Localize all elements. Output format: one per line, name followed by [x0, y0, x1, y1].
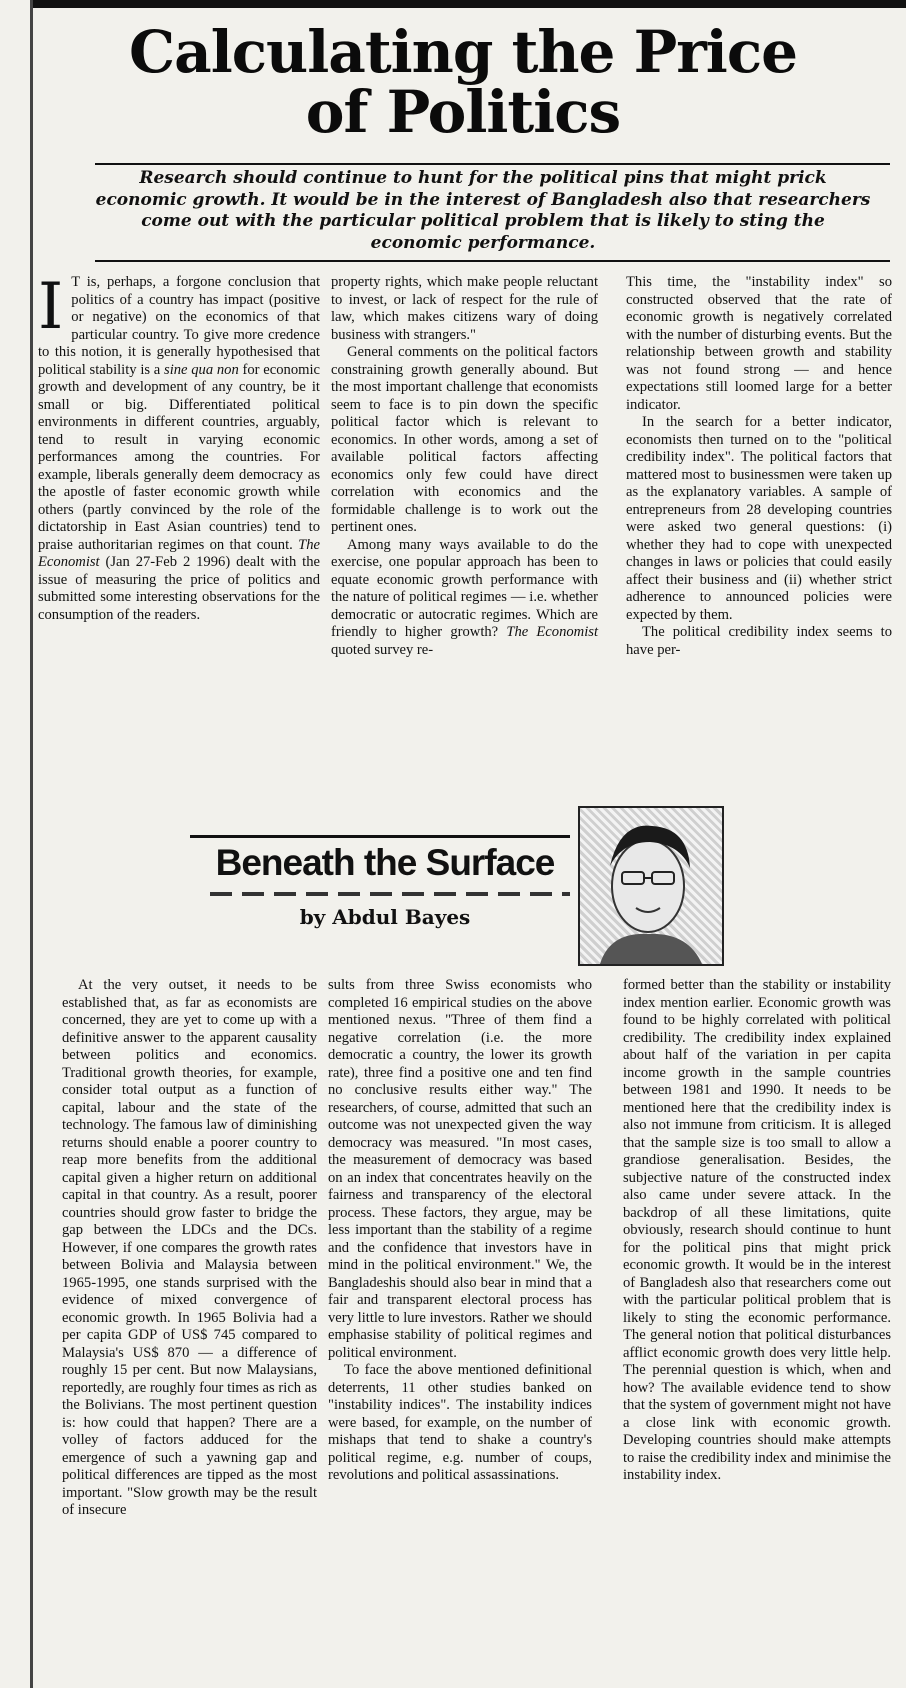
byline: by Abdul Bayes: [299, 905, 471, 929]
paragraph: The political credibility index seems to have per-: [626, 624, 892, 658]
paragraph: In the search for a better indicator, economists then turned on to the "political credibility index". The political factors that mattered most to businessmen were taken up as the explanatory variables. A sample of entrepreneurs from 28 developing countries were asked two general questions: (i) whether they had to cope with unexpected changes in laws or policies that could easily affect their business and (ii) whether strict adherence to announced policies were expected by them.: [626, 414, 892, 623]
banner-dashes: [210, 892, 570, 896]
column-title: Beneath the Surface: [215, 842, 555, 883]
headline: [40, 18, 886, 146]
headline-line-1: Calculating the Price: [128, 18, 798, 86]
top-column-3: [626, 274, 892, 659]
top-column-2: [331, 274, 598, 659]
lead-paragraph: I T is, perhaps, a forgone conclusion that politics of a country has impact (positive or negative) on the economics of that particular country. To give more credence to this notion, it is generally hypothesised that political stability is a sine qua non for economic growth and development of any country, be it small or big. Differentiated political environments in different countries, arguably, tend to result in varying economic performances among the countries. For example, liberals generally deem democracy as the apostle of faster economic growth while others (partly convinced by the role of the dictatorship in East Asian countries) tend to praise authoritarian regimes on that count. The Economist (Jan 27-Feb 2 1996) dealt with the issue of measuring the price of politics and submitted some interesting observations for the consumption of the readers.: [38, 270, 320, 623]
headline-line-2: of Politics: [305, 78, 621, 146]
paragraph: formed better than the stability or instability index mention earlier. Economic growth was found to be highly correlated with political credibility. The credibility index explained about half of the variation in per capita income growth in the sample countries between 1981 and 1990. It needs to be mentioned here that the credibility index is also not immune from criticism. It is alleged that the sample size is too small to allow a grandiose generalisation. Besides, the subjective nature of the constructed index also came under severe attack. In the backdrop of all these limitations, quite obviously, research should continue to hunt for the political pins that might prick economic growth. It would be in the interest of Bangladesh also that researchers come out with the particular political problem that is likely to sting the economic performance. The general notion that political disturbances afflict economic growth does very little help. The perennial question is which, when and how? The available evidence tend to show that the system of government might not have a close link with economic growth. Developing countries should make attempts to raise the credibility index and minimise the instability index.: [623, 977, 891, 1483]
paragraph: property rights, which make people reluctant to invest, or lack of respect for the rule of law, which makes citizens wary of doing business with strangers.": [331, 274, 598, 343]
top-column-1: [38, 270, 320, 624]
paragraph: sults from three Swiss economists who completed 16 empirical studies on the above mentioned nexus. "Three of them find a negative correlation (i.e. the more democratic a country, the lower its growth rate), three find a positive one and ten find no conclusive results either way." The researchers, of course, admitted that such an outcome was not unexpected given the way democracy was measured. "In most cases, the measurement of democracy was based on an index that concentrates heavily on the fairness and transparency of the electoral process. These factors, they argue, may be less important than the stability of a regime and the confidence that investors have in mind in the political environment." We, the Bangladeshis should also bear in mind that a fair and transparent electoral process has very little to lure investors. Rather we should emphasise stability of political regimes and political environment.: [328, 977, 592, 1361]
portrait-illustration: [580, 808, 722, 964]
paragraph: To face the above mentioned definitional deterrents, 11 other studies banked on "instability indices". The instability indices were based, for example, on the number of mishaps that tend to shake a country's political regime, e.g. number of coups, revolutions and political assassinations.: [328, 1362, 592, 1483]
banner-top-rule: [190, 835, 570, 838]
paragraph: This time, the "instability index" so constructed observed that the rate of economic growth is negatively correlated with the number of disturbing events. But the relationship between growth and stability was not found strong — and hence expectations still loomed large for a better indicator.: [626, 274, 892, 413]
paragraph: At the very outset, it needs to be established that, as far as economists are concerned, they are yet to come up with a definitive answer to the apparent causality between politics and economics. Traditional growth theories, for example, consider total output as a function of capital, labour and the state of the technology. The famous law of diminishing returns should enable a poorer country to reap more benefits from the additional capital given a higher return on additional capital in that country. As a result, poorer countries should grow faster to bridge the gap between the LDCs and the DCs. However, if one compares the growth rates between Bolivia and Malaysia between 1965-1995, one stands surprised with the evidence of mixed convergence of economic growth. In 1965 Bolivia had a per capita GDP of US$ 745 compared to Malaysia's US$ 870 — a difference of roughly 15 per cent. But now Malaysians, reportedly, are roughly four times as rich as the Bolivians. The most pertinent question is: how could that happen? There are a volley of factors adduced for the emergence of such a yawning gap and political differences are tipped as the most important. "Slow growth may be the result of insecure: [62, 977, 317, 1518]
deck-top-rule: [95, 163, 890, 165]
bottom-column-1: [62, 977, 317, 1520]
drop-cap: I: [38, 270, 64, 344]
deck-bottom-rule: [95, 260, 890, 262]
bottom-column-3: [623, 977, 891, 1485]
author-photo: [578, 806, 724, 966]
deck: Research should continue to hunt for the political pins that might prick economic growth. It would be in the interest of Bangladesh also that researchers come out with the particular political problem that is likely to sting the economic performance.: [95, 168, 871, 253]
bottom-column-2: [328, 977, 592, 1485]
top-bar: [30, 0, 906, 8]
paragraph: Among many ways available to do the exercise, one popular approach has been to equate economic growth performance with the nature of political regimes — i.e. whether democratic or autocratic regimes. Which are friendly to higher growth? The Economist quoted survey re-: [331, 536, 598, 658]
left-rule: [30, 0, 33, 1688]
paragraph: General comments on the political factors constraining growth generally abound. But the most important challenge that economists seem to face is to pin down the specific political factor which is relevant to economics. In other words, among a set of available political factors affecting economics only few could have direct correlation with economics and the formidable challenge is to work out the pertinent ones.: [331, 344, 598, 535]
